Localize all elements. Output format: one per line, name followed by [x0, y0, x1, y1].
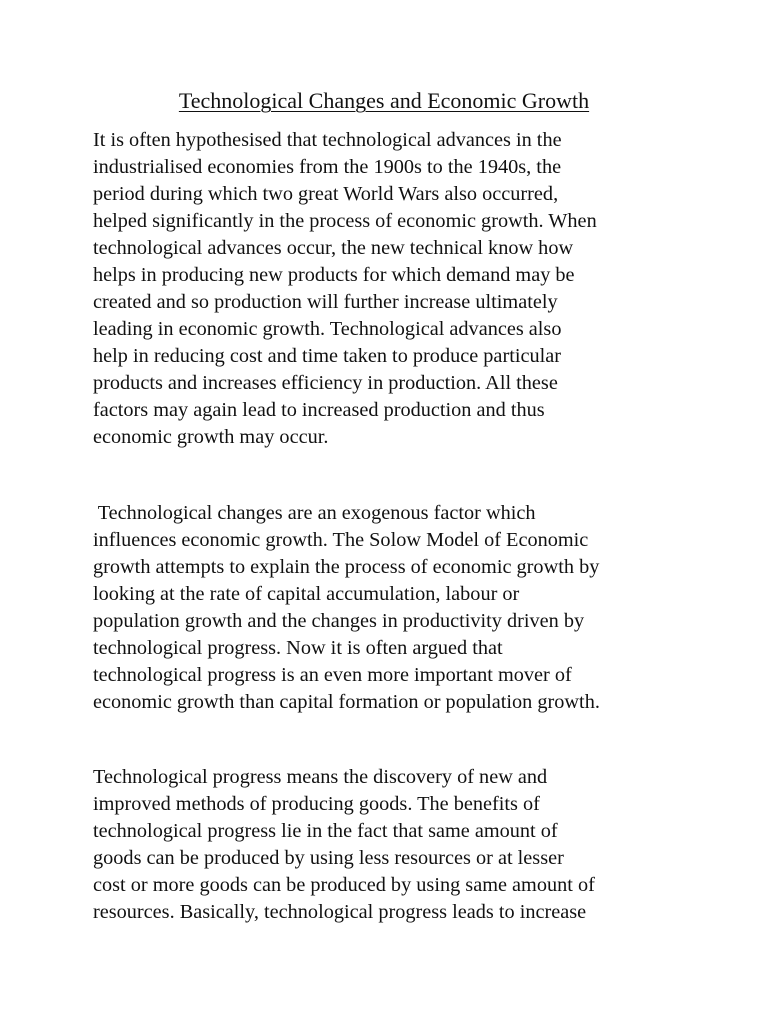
text-line: helps in producing new products for which demand may be — [93, 264, 575, 286]
text-line: looking at the rate of capital accumulation, labour or — [93, 583, 520, 605]
text-line: technological progress lie in the fact that same amount of — [93, 820, 558, 842]
text-line: products and increases efficiency in production. All these — [93, 372, 558, 394]
text-line: period during which two great World Wars also occurred, — [93, 183, 559, 205]
text-line: factors may again lead to increased production and thus — [93, 399, 545, 421]
text-line: population growth and the changes in productivity driven by — [93, 610, 585, 632]
text-line: cost or more goods can be produced by using same amount of — [93, 874, 595, 896]
text-line: economic growth than capital formation or population growth. — [93, 691, 600, 713]
text-line: help in reducing cost and time taken to produce particular — [93, 345, 561, 367]
paragraph-1 — [93, 127, 693, 451]
text-line: influences economic growth. The Solow Model of Economic — [93, 529, 589, 551]
text-line: technological progress. Now it is often argued that — [93, 637, 503, 659]
text-line: helped significantly in the process of economic growth. When — [93, 210, 597, 232]
text-line: leading in economic growth. Technological advances also — [93, 318, 562, 340]
text-line: goods can be produced by using less resources or at lesser — [93, 847, 564, 869]
text-line: Technological changes are an exogenous factor which — [93, 502, 536, 524]
paragraph-2 — [93, 500, 693, 716]
text-line: created and so production will further increase ultimately — [93, 291, 558, 313]
text-line: improved methods of producing goods. The benefits of — [93, 793, 540, 815]
text-line: growth attempts to explain the process of economic growth by — [93, 556, 600, 578]
text-line: resources. Basically, technological progress leads to increase — [93, 901, 587, 923]
text-line: It is often hypothesised that technological advances in the — [93, 129, 562, 151]
text-line: economic growth may occur. — [93, 426, 329, 448]
text-line: technological progress is an even more important mover of — [93, 664, 572, 686]
text-line: Technological progress means the discovery of new and — [93, 766, 548, 788]
text-line: industrialised economies from the 1900s to the 1940s, the — [93, 156, 562, 178]
document-title: Technological Changes and Economic Growth — [178, 88, 590, 113]
paragraph-3 — [93, 764, 693, 926]
text-line: technological advances occur, the new technical know how — [93, 237, 574, 259]
